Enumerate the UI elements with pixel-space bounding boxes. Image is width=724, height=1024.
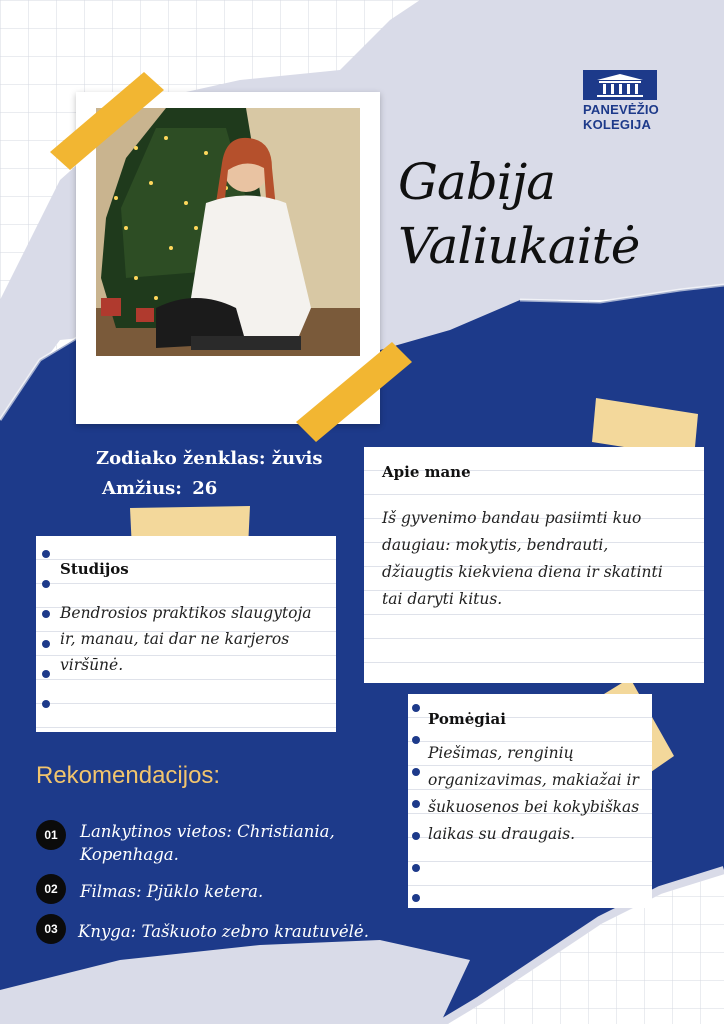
logo-line2: KOLEGIJA: [583, 117, 652, 132]
hobbies-text: Piešimas, renginių organizavimas, makiažai ir šukuosenos bei kokybiškas laikas su draugais.: [428, 744, 640, 843]
building-icon: [583, 70, 657, 100]
rec-badge-3: 03: [36, 914, 66, 944]
age-row: [102, 478, 217, 499]
rec-item-3: Knyga: Taškuoto zebro krautuvėlė.: [78, 922, 369, 941]
logo-line1: PANEVĖŽIO: [583, 102, 659, 117]
tape-top-left: [46, 70, 168, 170]
studies-title: Studijos: [60, 560, 129, 578]
rec-badge-2: 02: [36, 874, 66, 904]
first-name: Gabija: [398, 153, 556, 211]
rec-item-1: Lankytinos vietos: Christiania, Kopenhaga.: [80, 822, 335, 864]
hobbies-note: [408, 694, 652, 908]
about-title: Apie mane: [382, 463, 471, 481]
rec-item-2: Filmas: Pjūklo ketera.: [80, 882, 264, 901]
recommendations-title: Rekomendacijos:: [36, 762, 221, 789]
rec-badge-1: 01: [36, 820, 66, 850]
about-text: Iš gyvenimo bandau pasiimti kuo daugiau: mokytis, bendrauti, džiaugtis kiekviena diena ir skatinti tai daryti kitus.: [382, 509, 663, 608]
studies-text: Bendrosios praktikos slaugytoja ir, manau, tai dar ne karjeros viršūnė.: [60, 604, 312, 674]
age-label: Amžius:: [102, 478, 182, 499]
tape-polaroid-bottom: [292, 340, 414, 444]
person-name: [398, 150, 718, 278]
about-note: [364, 447, 704, 683]
zodiac-text: Zodiako ženklas: žuvis: [96, 448, 323, 469]
studies-note: [36, 536, 336, 732]
age-value: 26: [192, 478, 218, 499]
college-logo: [583, 70, 659, 132]
hobbies-title: Pomėgiai: [428, 710, 506, 728]
last-name: Valiukaitė: [398, 217, 640, 275]
binder-holes-icon: [40, 546, 52, 726]
binder-holes-icon: [410, 702, 422, 902]
